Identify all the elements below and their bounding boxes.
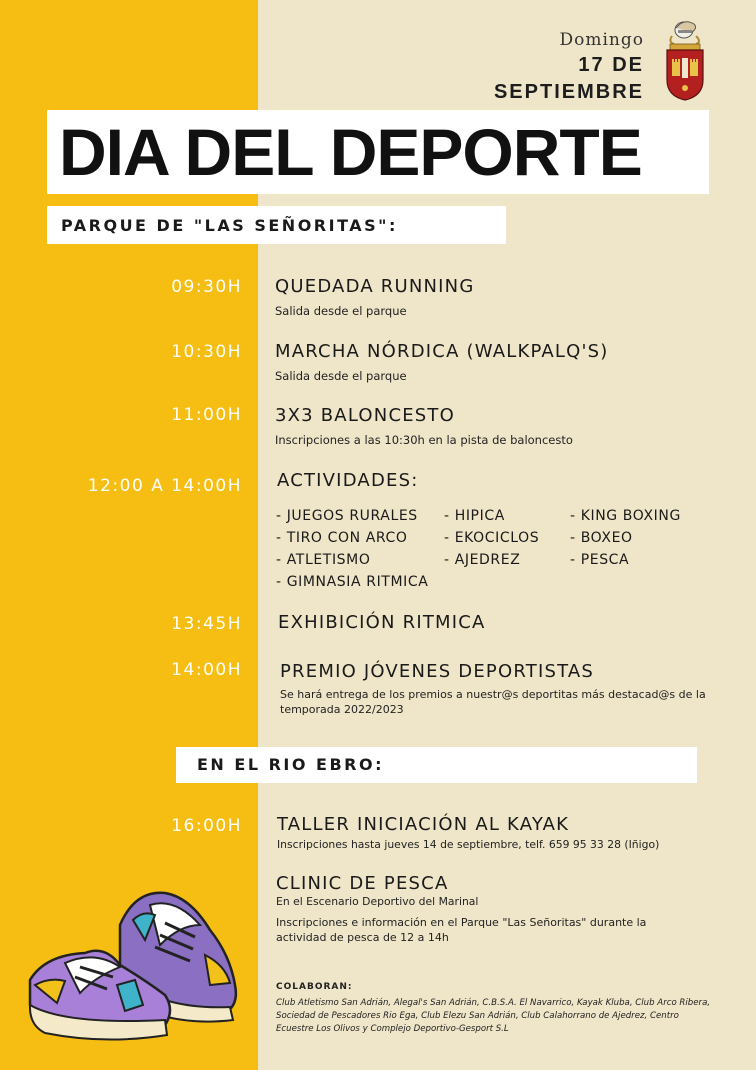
activity-item: - TIRO CON ARCO <box>276 530 408 546</box>
event-day: Domingo <box>559 30 644 50</box>
event-date-line1: 17 DE <box>578 54 644 76</box>
event-subtitle: En el Escenario Deportivo del Marinal <box>276 895 479 908</box>
event-time: 09:30H <box>171 277 242 297</box>
section-park-box <box>47 206 506 244</box>
activity-item: - AJEDREZ <box>444 552 521 568</box>
event-subtitle: Inscripciones a las 10:30h en la pista de baloncesto <box>275 433 573 447</box>
activity-item: - KING BOXING <box>570 508 681 524</box>
event-title: ACTIVIDADES: <box>277 470 419 491</box>
coat-of-arms-icon <box>662 18 708 102</box>
section-river-box <box>176 747 697 783</box>
page-title: DIA DEL DEPORTE <box>59 115 642 189</box>
date-block <box>494 30 644 104</box>
activity-item: - EKOCICLOS <box>444 530 540 546</box>
activity-item: - PESCA <box>570 552 630 568</box>
collaborators-title: COLABORAN: <box>276 982 353 992</box>
event-time: 13:45H <box>171 614 242 634</box>
activity-item: - ATLETISMO <box>276 552 371 568</box>
title-box <box>47 110 709 194</box>
event-time: 11:00H <box>171 405 242 425</box>
event-subtitle: Inscripciones e información en el Parque "Las Señoritas" durante la actividad de pesca de 12 a 14h <box>276 916 647 944</box>
activity-item: - GIMNASIA RITMICA <box>276 574 429 590</box>
event-title: MARCHA NÓRDICA (WALKPALQ'S) <box>275 341 609 362</box>
section-river-label: EN EL RIO EBRO: <box>197 755 384 774</box>
event-time: 10:30H <box>171 342 242 362</box>
event-time: 12:00 A 14:00H <box>87 476 242 496</box>
event-time: 14:00H <box>171 660 242 680</box>
event-subtitle: Salida desde el parque <box>275 369 407 383</box>
event-date-line2: SEPTIEMBRE <box>493 81 644 103</box>
event-title: 3X3 BALONCESTO <box>275 405 455 426</box>
event-title: QUEDADA RUNNING <box>275 276 475 297</box>
collaborators-list: Club Atletismo San Adrián, Alegal's San Adrián, C.B.S.A. El Navarrico, Kayak Kluba, Club Arco Ribera, Sociedad de Pescadores Rio Ega, Club Elezu San Adrián, Club Calahorrano de Ajedrez, Centro Ecuestre Los Olivos y Complejo Deportivo-Gesport S.L <box>276 998 711 1034</box>
activity-item: - HIPICA <box>444 508 505 524</box>
event-time: 16:00H <box>171 816 242 836</box>
sneakers-illustration <box>25 885 253 1045</box>
event-title: EXHIBICIÓN RITMICA <box>278 612 486 633</box>
event-title: PREMIO JÓVENES DEPORTISTAS <box>280 661 595 682</box>
section-park-label: PARQUE DE "LAS SEÑORITAS": <box>61 216 398 235</box>
activity-item: - JUEGOS RURALES <box>276 508 418 524</box>
event-title: CLINIC DE PESCA <box>276 873 449 894</box>
event-subtitle: Inscripciones hasta jueves 14 de septiembre, telf. 659 95 33 28 (Iñigo) <box>277 838 660 851</box>
activity-item: - BOXEO <box>570 530 633 546</box>
event-subtitle: Salida desde el parque <box>275 304 407 318</box>
event-title: TALLER INICIACIÓN AL KAYAK <box>277 814 570 835</box>
event-subtitle: Se hará entrega de los premios a nuestr@s deportitas más destacad@s de la temporada 2022/2023 <box>280 688 706 716</box>
